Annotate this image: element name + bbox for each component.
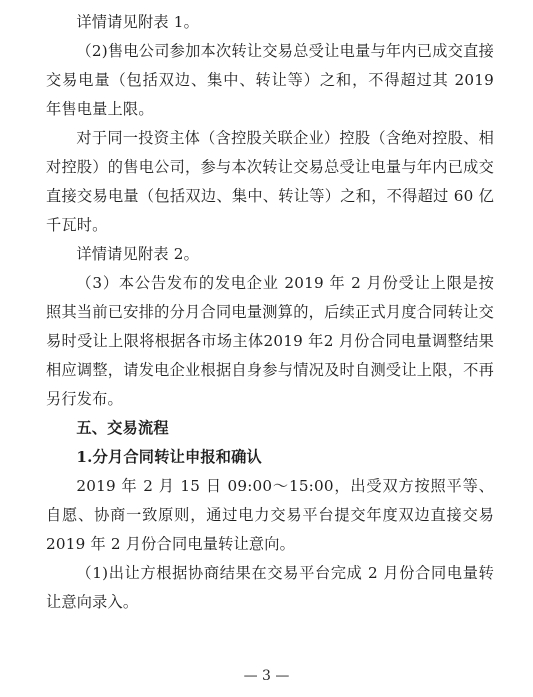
- paragraph-retail-cap: （2)售电公司参加本次转让交易总受让电量与年内已成交直接交易电量（包括双边、集中、转让等）之和，不得超过其 2019 年售电量上限。: [46, 42, 494, 118]
- paragraph-generator-cap: （3）本公告发布的发电企业 2019 年 2 月份受让上限是按照其当前已安排的分月合同电量测算的，后续正式月度合同转让交易时受让上限将根据各市场主体2019 年2 月份合同电量调整结果相应调整，请发电企业根据自身参与情况及时自测受让上限，不再另行发布。: [46, 274, 494, 408]
- section-heading-trading-process: 五、交易流程: [76, 419, 169, 437]
- document-body: [46, 8, 494, 617]
- paragraph-group-cap: 对于同一投资主体（含控股关联企业）控股（含绝对控股、相对控股）的售电公司，参与本次转让交易总受让电量与年内已成交直接交易电量（包括双边、集中、转让等）之和，不得超过 60 亿千瓦时。: [46, 129, 494, 234]
- paragraph-transferor-entry: （1)出让方根据协商结果在交易平台完成 2 月份合同电量转让意向录入。: [46, 564, 494, 611]
- subsection-heading-declaration: 1.分月合同转让申报和确认: [76, 448, 262, 466]
- paragraph-annex-2-note: 详情请见附表 2。: [76, 245, 199, 263]
- paragraph-annex-1-note: 详情请见附表 1。: [76, 13, 199, 31]
- page-number: — 3 —: [243, 668, 290, 684]
- paragraph-schedule: 2019 年 2 月 15 日 09:00～15:00，出受双方按照平等、自愿、协商一致原则，通过电力交易平台提交年度双边直接交易 2019 年 2 月份合同电量转让意向。: [46, 477, 494, 553]
